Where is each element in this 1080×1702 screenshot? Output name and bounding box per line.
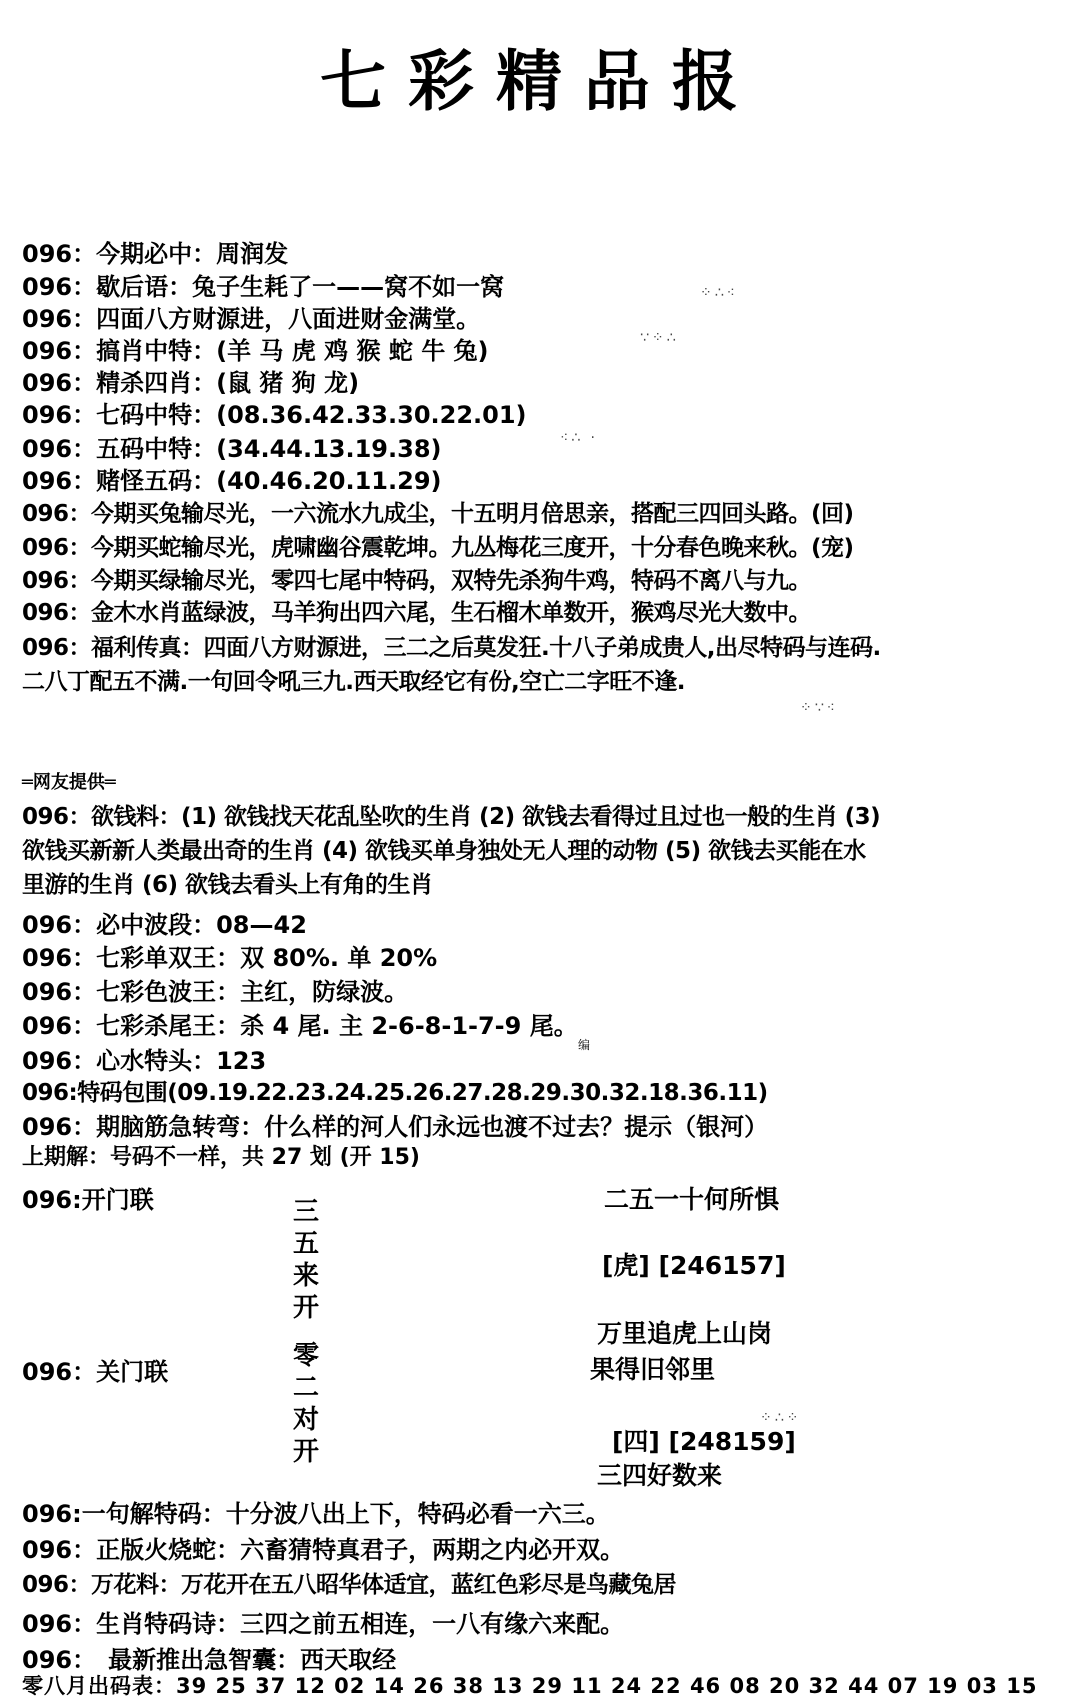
section-separator: ═网友提供═ [22, 772, 116, 793]
text-line: 096：七彩色波王：主红，防绿波。 [22, 978, 409, 1006]
text-line: 里游的生肖 (6) 欲钱去看头上有角的生肖 [22, 872, 433, 898]
text-line: 二八丁配五不满.一句回令吼三九.西天取经它有份,空亡二字旺不逢. [22, 669, 685, 695]
text-line: 096:一句解特码：十分波八出上下，特码必看一六三。 [22, 1500, 610, 1528]
couplet-right-line: 万里追虎上山岗 [597, 1319, 773, 1348]
text-line: 096：金木水肖蓝绿波，马羊狗出四六尾，生石榴木单数开，猴鸡尽光大数中。 [22, 600, 812, 626]
couplet-right-line: 果得旧邻里 [590, 1355, 716, 1384]
text-line: 096：搞肖中特：(羊 马 虎 鸡 猴 蛇 牛 兔) [22, 337, 489, 365]
decorative-speck: ⁘∴⁘ [760, 1410, 802, 1426]
text-line: 096：生肖特码诗：三四之前五相连，一八有缘六来配。 [22, 1610, 625, 1638]
page-title: 七彩精品报 [320, 42, 760, 120]
text-line: 096：今期买蛇输尽光，虎啸幽谷震乾坤。九丛梅花三度开，十分春色晚来秋。(宠) [22, 535, 854, 561]
text-line: 096：四面八方财源进，八面进财金满堂。 [22, 305, 481, 333]
decorative-speck: ⁘∵⁖ [800, 700, 838, 716]
text-line: 096：心水特头：123 [22, 1047, 267, 1075]
text-line: 096：精杀四肖：(鼠 猪 狗 龙) [22, 369, 360, 397]
decorative-speck: ⁖∴ · [560, 430, 599, 446]
text-line: 096：今期必中：周润发 [22, 240, 289, 268]
small-mark: 编 [578, 1038, 591, 1052]
decorative-speck: ∵⁘∴ [640, 330, 679, 346]
open-couplet-label: 096:开门联 [22, 1186, 154, 1214]
text-line: 096：七彩杀尾王：杀 4 尾. 主 2-6-8-1-7-9 尾。 [22, 1012, 578, 1040]
text-line: 096：赌怪五码：(40.46.20.11.29) [22, 467, 442, 495]
text-line: 096：福利传真：四面八方财源进，三二之后莫发狂.十八子弟成贵人,出尽特码与连码. [22, 635, 881, 661]
text-line: 096：今期买绿输尽光，零四七尾中特码，双特先杀狗牛鸡，特码不离八与九。 [22, 568, 812, 594]
text-line: 096:特码包围(09.19.22.23.24.25.26.27.28.29.30.32.18.36.11) [22, 1080, 768, 1106]
text-line: 096：歇后语：兔子生耗了一——窝不如一窝 [22, 273, 505, 301]
text-line: 096：七码中特：(08.36.42.33.30.22.01) [22, 401, 527, 429]
couplet-right-line: 二五一十何所惧 [604, 1185, 780, 1214]
open-couplet-vertical: 三五来开 [292, 1197, 319, 1323]
close-couplet-label: 096：关门联 [22, 1358, 169, 1386]
text-line: 096：必中波段：08—42 [22, 911, 307, 939]
decorative-speck: ⁘∴⁖ [700, 285, 738, 301]
text-line: 096：期脑筋急转弯：什么样的河人们永远也渡不过去？提示（银河） [22, 1113, 769, 1141]
text-line: 096：欲钱料：(1) 欲钱找天花乱坠吹的生肖 (2) 欲钱去看得过且过也一般的生肖 (3) [22, 804, 881, 830]
text-line: 096：五码中特：(34.44.13.19.38) [22, 435, 442, 463]
text-line: 上期解：号码不一样，共 27 划 (开 15) [22, 1145, 420, 1170]
text-line: 096：正版火烧蛇：六畜猜特真君子，两期之内必开双。 [22, 1536, 625, 1564]
close-couplet-vertical: 零二对开 [292, 1341, 319, 1467]
text-line: 096：七彩单双王：双 80%. 单 20% [22, 944, 438, 972]
couplet-right-line: [四] [248159] [612, 1427, 796, 1456]
text-line: 096：今期买兔输尽光，一六流水九成尘，十五明月倍思亲，搭配三四回头路。(回) [22, 501, 854, 527]
couplet-right-line: [虎] [246157] [602, 1251, 786, 1280]
text-line: 欲钱买新新人类最出奇的生肖 (4) 欲钱买单身独处无人理的动物 (5) 欲钱去买能在水 [22, 838, 866, 864]
couplet-right-line: 三四好数来 [597, 1461, 723, 1490]
text-line: 096：万花料：万花开在五八昭华体适宜，蓝红色彩尽是鸟藏兔居 [22, 1572, 677, 1598]
text-line: 零八月出码表：39 25 37 12 02 14 26 38 13 29 11 24 22 46 08 20 32 44 07 19 03 15 [22, 1674, 1038, 1698]
text-line: 096： 最新推出急智囊：西天取经 [22, 1646, 397, 1674]
